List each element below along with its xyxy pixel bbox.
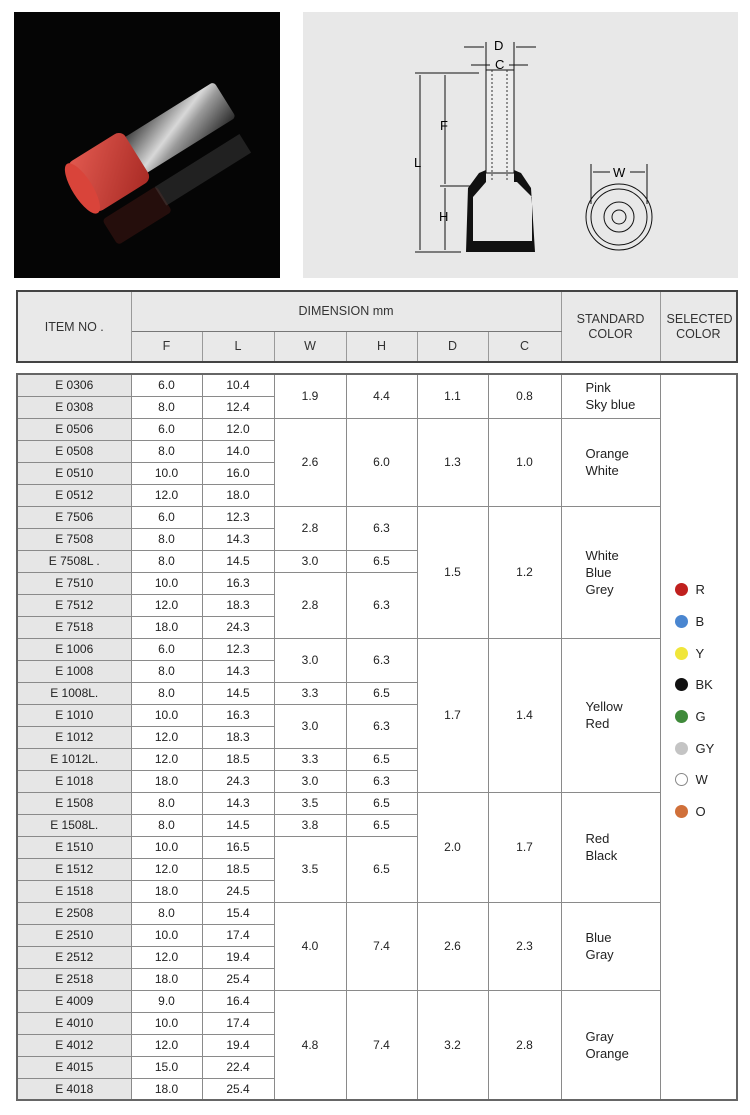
color-option-y — [675, 637, 737, 669]
header-c: C — [488, 331, 561, 362]
header-standard-color: STANDARD COLOR — [561, 291, 660, 362]
label-d: D — [494, 38, 504, 53]
c-cell: 1.7 — [488, 792, 561, 902]
standard-color-name: Blue — [585, 930, 612, 945]
f-cell: 18.0 — [131, 616, 202, 638]
l-cell: 19.4 — [202, 1034, 274, 1056]
item-no-cell: E 4010 — [17, 1012, 131, 1034]
spec-table-header — [16, 290, 738, 363]
f-cell: 8.0 — [131, 660, 202, 682]
l-cell: 12.3 — [202, 506, 274, 528]
f-cell: 12.0 — [131, 484, 202, 506]
w-cell: 3.0 — [274, 770, 346, 792]
l-cell: 14.5 — [202, 814, 274, 836]
table-row — [17, 638, 737, 660]
header-l: L — [202, 331, 274, 362]
w-cell: 4.8 — [274, 990, 346, 1100]
l-cell: 25.4 — [202, 1078, 274, 1100]
w-cell: 3.0 — [274, 638, 346, 682]
w-cell: 3.8 — [274, 814, 346, 836]
standard-color-name: Yellow — [585, 699, 623, 714]
color-option-w — [675, 764, 737, 796]
standard-color-cell — [561, 506, 660, 638]
l-cell: 16.4 — [202, 990, 274, 1012]
item-no-cell: E 1508 — [17, 792, 131, 814]
h-cell: 7.4 — [346, 990, 417, 1100]
l-cell: 14.3 — [202, 528, 274, 550]
color-swatch-icon — [675, 583, 688, 596]
h-cell: 6.3 — [346, 506, 417, 550]
header-h: H — [346, 331, 417, 362]
standard-color-cell — [561, 990, 660, 1100]
f-cell: 12.0 — [131, 858, 202, 880]
header-d: D — [417, 331, 488, 362]
standard-color-name: Grey — [585, 581, 614, 597]
color-swatch-icon — [675, 647, 688, 660]
item-no-cell: E 7512 — [17, 594, 131, 616]
w-cell: 2.8 — [274, 572, 346, 638]
item-no-cell: E 7508L . — [17, 550, 131, 572]
header-dimension: DIMENSION mm — [131, 291, 561, 331]
h-cell: 4.4 — [346, 374, 417, 418]
l-cell: 18.3 — [202, 594, 274, 616]
l-cell: 14.0 — [202, 440, 274, 462]
h-cell: 6.5 — [346, 682, 417, 704]
f-cell: 8.0 — [131, 792, 202, 814]
w-cell: 3.0 — [274, 704, 346, 748]
h-cell: 6.5 — [346, 792, 417, 814]
table-row — [17, 418, 737, 440]
standard-color-name: Orange — [585, 446, 629, 461]
color-swatch-icon — [675, 615, 688, 628]
color-swatch-icon — [675, 773, 688, 786]
w-cell: 2.6 — [274, 418, 346, 506]
standard-color-name: Gray — [585, 1028, 614, 1044]
w-cell: 3.5 — [274, 792, 346, 814]
item-no-cell: E 1008 — [17, 660, 131, 682]
l-cell: 14.3 — [202, 660, 274, 682]
f-cell: 8.0 — [131, 682, 202, 704]
f-cell: 10.0 — [131, 704, 202, 726]
l-cell: 14.3 — [202, 792, 274, 814]
l-cell: 18.0 — [202, 484, 274, 506]
h-cell: 6.3 — [346, 704, 417, 748]
c-cell: 2.8 — [488, 990, 561, 1100]
standard-color-name: Pink — [585, 380, 611, 396]
l-cell: 16.0 — [202, 462, 274, 484]
item-no-cell: E 1508L. — [17, 814, 131, 836]
l-cell: 25.4 — [202, 968, 274, 990]
item-no-cell: E 2508 — [17, 902, 131, 924]
standard-color-name: White — [585, 547, 619, 563]
spec-table-body — [16, 373, 738, 1101]
w-cell: 3.0 — [274, 550, 346, 572]
label-l: L — [414, 155, 422, 170]
l-cell: 14.5 — [202, 550, 274, 572]
f-cell: 12.0 — [131, 594, 202, 616]
label-w: W — [613, 165, 626, 180]
header-item-no: ITEM NO . — [17, 291, 131, 362]
f-cell: 10.0 — [131, 1012, 202, 1034]
c-cell: 1.2 — [488, 506, 561, 638]
selected-color-legend — [675, 574, 737, 828]
standard-color-name: Red — [585, 716, 610, 731]
l-cell: 24.3 — [202, 616, 274, 638]
c-cell: 0.8 — [488, 374, 561, 418]
color-option-gy — [675, 732, 737, 764]
standard-color-cell — [561, 902, 660, 990]
d-cell: 1.7 — [417, 638, 488, 792]
f-cell: 8.0 — [131, 396, 202, 418]
h-cell: 6.3 — [346, 572, 417, 638]
f-cell: 8.0 — [131, 528, 202, 550]
color-code-label: G — [695, 709, 706, 725]
w-cell: 4.0 — [274, 902, 346, 990]
label-c: C — [495, 57, 505, 72]
dimension-drawing — [303, 12, 738, 278]
item-no-cell: E 1012 — [17, 726, 131, 748]
item-no-cell: E 2518 — [17, 968, 131, 990]
color-swatch-icon — [675, 678, 688, 691]
color-swatch-icon — [675, 805, 688, 818]
standard-color-name: Sky blue — [585, 397, 636, 413]
color-option-o — [675, 796, 737, 828]
label-f: F — [440, 118, 448, 133]
table-row — [17, 506, 737, 528]
f-cell: 10.0 — [131, 924, 202, 946]
c-cell: 1.4 — [488, 638, 561, 792]
d-cell: 2.0 — [417, 792, 488, 902]
standard-color-name: Gray — [585, 947, 614, 962]
l-cell: 18.5 — [202, 748, 274, 770]
header-selected-color: SELECTED COLOR — [660, 291, 737, 362]
l-cell: 15.4 — [202, 902, 274, 924]
standard-color-name: White — [585, 463, 619, 478]
h-cell: 6.0 — [346, 418, 417, 506]
f-cell: 12.0 — [131, 1034, 202, 1056]
standard-color-name: Orange — [585, 1045, 629, 1061]
f-cell: 10.0 — [131, 572, 202, 594]
item-no-cell: E 1518 — [17, 880, 131, 902]
item-no-cell: E 0508 — [17, 440, 131, 462]
w-cell: 3.5 — [274, 836, 346, 902]
color-code-label: B — [695, 614, 705, 630]
h-cell: 6.3 — [346, 638, 417, 682]
item-no-cell: E 1018 — [17, 770, 131, 792]
l-cell: 12.0 — [202, 418, 274, 440]
color-code-label: O — [695, 804, 706, 820]
color-swatch-icon — [675, 710, 688, 723]
f-cell: 6.0 — [131, 638, 202, 660]
label-h: H — [439, 209, 449, 224]
f-cell: 8.0 — [131, 440, 202, 462]
c-cell: 2.3 — [488, 902, 561, 990]
color-option-r — [675, 574, 737, 606]
color-code-label: W — [695, 772, 708, 788]
color-code-label: Y — [695, 645, 705, 661]
standard-color-cell — [561, 374, 660, 418]
item-no-cell: E 2510 — [17, 924, 131, 946]
l-cell: 10.4 — [202, 374, 274, 396]
l-cell: 12.3 — [202, 638, 274, 660]
item-no-cell: E 4018 — [17, 1078, 131, 1100]
header-w: W — [274, 331, 346, 362]
w-cell: 3.3 — [274, 682, 346, 704]
f-cell: 18.0 — [131, 968, 202, 990]
f-cell: 9.0 — [131, 990, 202, 1012]
f-cell: 18.0 — [131, 1078, 202, 1100]
l-cell: 17.4 — [202, 1012, 274, 1034]
item-no-cell: E 1006 — [17, 638, 131, 660]
h-cell: 6.3 — [346, 770, 417, 792]
item-no-cell: E 1012L. — [17, 748, 131, 770]
table-row — [17, 374, 737, 396]
color-code-label: GY — [695, 740, 715, 756]
f-cell: 18.0 — [131, 770, 202, 792]
item-no-cell: E 4012 — [17, 1034, 131, 1056]
f-cell: 10.0 — [131, 462, 202, 484]
color-swatch-icon — [675, 742, 688, 755]
l-cell: 24.3 — [202, 770, 274, 792]
color-option-g — [675, 701, 737, 733]
color-option-bk — [675, 669, 737, 701]
f-cell: 12.0 — [131, 946, 202, 968]
item-no-cell: E 0506 — [17, 418, 131, 440]
h-cell: 6.5 — [346, 836, 417, 902]
table-row — [17, 902, 737, 924]
f-cell: 8.0 — [131, 550, 202, 572]
item-no-cell: E 1010 — [17, 704, 131, 726]
standard-color-cell — [561, 792, 660, 902]
w-cell: 2.8 — [274, 506, 346, 550]
d-cell: 1.1 — [417, 374, 488, 418]
h-cell: 7.4 — [346, 902, 417, 990]
l-cell: 18.3 — [202, 726, 274, 748]
standard-color-name: Black — [585, 848, 618, 863]
standard-color-cell — [561, 638, 660, 792]
d-cell: 1.5 — [417, 506, 488, 638]
l-cell: 14.5 — [202, 682, 274, 704]
item-no-cell: E 0308 — [17, 396, 131, 418]
item-no-cell: E 2512 — [17, 946, 131, 968]
header-f: F — [131, 331, 202, 362]
item-no-cell: E 0306 — [17, 374, 131, 396]
l-cell: 19.4 — [202, 946, 274, 968]
product-photo — [14, 12, 280, 278]
d-cell: 3.2 — [417, 990, 488, 1100]
item-no-cell: E 7518 — [17, 616, 131, 638]
h-cell: 6.5 — [346, 748, 417, 770]
item-no-cell: E 0512 — [17, 484, 131, 506]
standard-color-name: Red — [585, 831, 610, 846]
item-no-cell: E 4015 — [17, 1056, 131, 1078]
f-cell: 10.0 — [131, 836, 202, 858]
f-cell: 12.0 — [131, 726, 202, 748]
item-no-cell: E 1510 — [17, 836, 131, 858]
ferrule-photo-illustration — [14, 12, 280, 278]
f-cell: 6.0 — [131, 506, 202, 528]
l-cell: 16.5 — [202, 836, 274, 858]
w-cell: 1.9 — [274, 374, 346, 418]
item-no-cell: E 1512 — [17, 858, 131, 880]
color-code-label: BK — [695, 677, 713, 693]
l-cell: 24.5 — [202, 880, 274, 902]
l-cell: 12.4 — [202, 396, 274, 418]
f-cell: 6.0 — [131, 418, 202, 440]
f-cell: 12.0 — [131, 748, 202, 770]
l-cell: 16.3 — [202, 704, 274, 726]
h-cell: 6.5 — [346, 814, 417, 836]
selected-color-cell — [660, 374, 737, 1100]
item-no-cell: E 0510 — [17, 462, 131, 484]
f-cell: 8.0 — [131, 814, 202, 836]
l-cell: 22.4 — [202, 1056, 274, 1078]
color-option-b — [675, 606, 737, 638]
d-cell: 1.3 — [417, 418, 488, 506]
f-cell: 18.0 — [131, 880, 202, 902]
table-row — [17, 990, 737, 1012]
f-cell: 8.0 — [131, 902, 202, 924]
h-cell: 6.5 — [346, 550, 417, 572]
f-cell: 6.0 — [131, 374, 202, 396]
l-cell: 16.3 — [202, 572, 274, 594]
d-cell: 2.6 — [417, 902, 488, 990]
l-cell: 18.5 — [202, 858, 274, 880]
item-no-cell: E 4009 — [17, 990, 131, 1012]
item-no-cell: E 7510 — [17, 572, 131, 594]
table-row — [17, 792, 737, 814]
item-no-cell: E 1008L. — [17, 682, 131, 704]
c-cell: 1.0 — [488, 418, 561, 506]
f-cell: 15.0 — [131, 1056, 202, 1078]
item-no-cell: E 7506 — [17, 506, 131, 528]
l-cell: 17.4 — [202, 924, 274, 946]
item-no-cell: E 7508 — [17, 528, 131, 550]
w-cell: 3.3 — [274, 748, 346, 770]
color-code-label: R — [695, 582, 705, 598]
standard-color-cell — [561, 418, 660, 506]
standard-color-name: Blue — [585, 564, 612, 580]
